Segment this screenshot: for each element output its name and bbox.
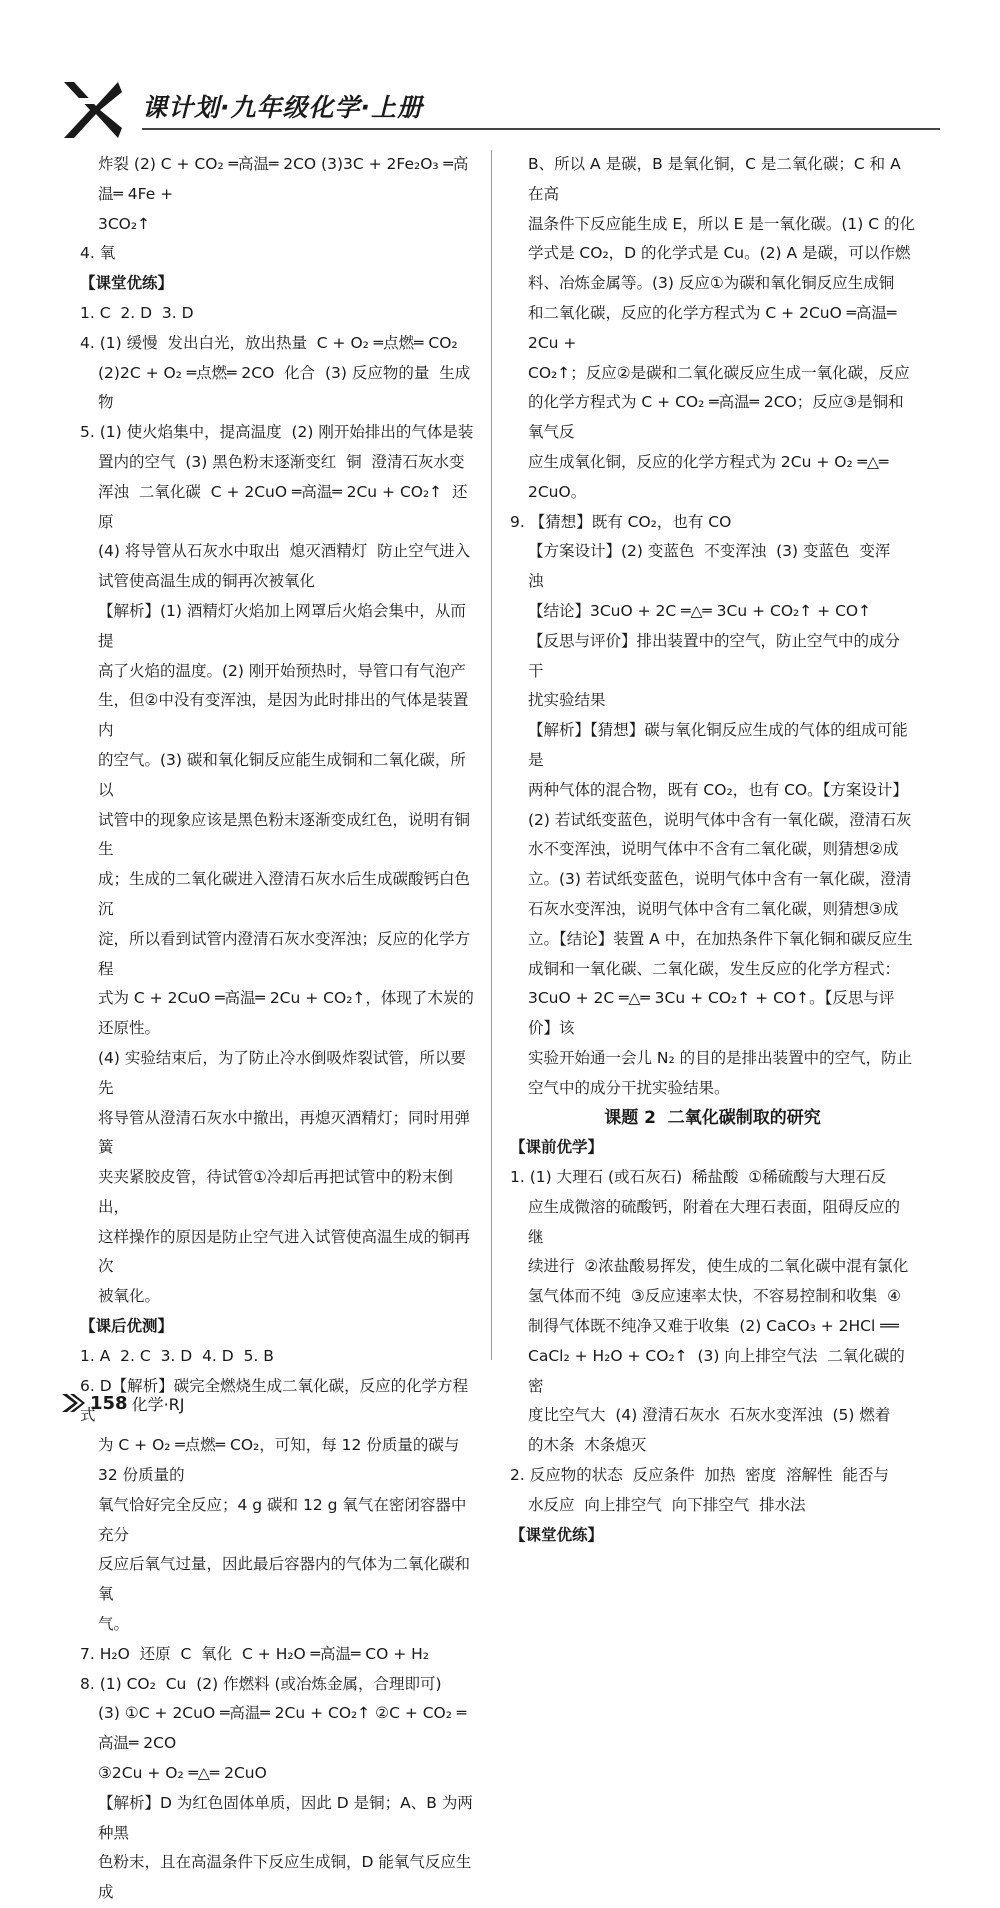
text-line: 为 C + O₂ ═点燃═ CO₂，可知，每 12 份质量的碳与 32 份质量的 <box>98 1436 465 1485</box>
text-line: 【反思与评价】排出装置中的空气，防止空气中的成分干 <box>528 631 901 680</box>
text-line: 【课后优测】 <box>80 1317 174 1336</box>
text-line: 【课堂优练】 <box>80 274 174 293</box>
text-line: CO₂↑；反应②是碳和二氧化碳反应生成一氧化碳，反应 <box>528 363 910 382</box>
footer-subject: 化学·RJ <box>131 1394 185 1414</box>
text-line: 试管使高温生成的铜再次被氧化 <box>98 572 316 591</box>
text-line: CaCl₂ + H₂O + CO₂↑ (3) 向上排空气法 二氧化碳的密 <box>528 1346 905 1395</box>
text-line: (4) 将导管从石灰水中取出 熄灭酒精灯 防止空气进入 <box>98 542 471 561</box>
page-header <box>60 72 940 142</box>
text-line: 夹夹紧胶皮管，待试管①冷却后再把试管中的粉末倒出， <box>98 1168 453 1216</box>
text-line: 被氧化。 <box>98 1287 161 1306</box>
text-line: 浊 <box>528 572 544 591</box>
text-line: 【方案设计】(2) 变蓝色 不变浑浊 (3) 变蓝色 变浑 <box>528 542 891 561</box>
text-line: 立。【结论】装置 A 中，在加热条件下氧化铜和碳反应生 <box>528 929 913 948</box>
header-rule <box>142 128 940 130</box>
text-line: 1. A 2. C 3. D 4. D 5. B <box>80 1346 274 1365</box>
header-title: 课计划·九年级化学·上册 <box>142 93 423 122</box>
text-line: 氧气恰好完全反应；4 g 碳和 12 g 氧气在密闭容器中充分 <box>98 1495 467 1544</box>
text-line: 实验开始通一会儿 N₂ 的目的是排出装置中的空气，防止 <box>528 1048 913 1067</box>
page-number: 158 <box>90 1392 128 1414</box>
left-column <box>80 150 475 1908</box>
text-line: 色粉末，且在高温条件下反应生成铜，D 能氧气反应生成 <box>98 1853 472 1902</box>
text-line: 课题 2 二氧化碳制取的研究 <box>604 1107 821 1128</box>
text-line: ③2Cu + O₂ ═△═ 2CuO <box>98 1764 267 1783</box>
text-line: 水不变浑浊，说明气体中不含有二氧化碳，则猜想②成 <box>528 840 899 859</box>
text-line: 制得气体既不纯净又难于收集 (2) CaCO₃ + 2HCl ══ <box>528 1317 899 1336</box>
text-line: 料、冶炼金属等。(3) 反应①为碳和氧化铜反应生成铜 <box>528 274 895 293</box>
text-line: 1. (1) 大理石 (或石灰石) 稀盐酸 ①稀硫酸与大理石反 <box>510 1168 887 1187</box>
text-line: 续进行 ②浓盐酸易挥发，使生成的二氧化碳中混有氯化 <box>528 1257 909 1276</box>
text-line: (3) ①C + 2CuO ═高温═ 2Cu + CO₂↑ ②C + CO₂ ═高温═ 2CO <box>98 1704 467 1753</box>
text-line: 高了火焰的温度。(2) 刚开始预热时，导管口有气泡产 <box>98 661 466 680</box>
text-line: (2)2C + O₂ ═点燃═ 2CO 化合 (3) 反应物的量 生成物 <box>98 363 471 412</box>
text-line: 将导管从澄清石灰水中撤出，再熄灭酒精灯；同时用弹簧 <box>98 1108 471 1157</box>
text-line: 应生成氧化铜，反应的化学方程式为 2Cu + O₂ ═△═ <box>528 452 889 471</box>
text-line: 立。(3) 若试纸变蓝色，说明气体中含有一氧化碳，澄清 <box>528 870 912 889</box>
text-line: 【结论】3CuO + 2C ═△═ 3Cu + CO₂↑ + CO↑ <box>528 601 872 620</box>
text-line: 成铜和一氧化碳、二氧化碳，发生反应的化学方程式： <box>528 959 901 978</box>
text-line: 3CO₂↑ <box>98 214 151 233</box>
text-line: 两种气体的混合物，既有 CO₂，也有 CO。【方案设计】 <box>528 780 908 799</box>
text-line: 7. H₂O 还原 C 氧化 C + H₂O ═高温═ CO + H₂ <box>80 1644 430 1663</box>
text-line: (2) 若试纸变蓝色，说明气体中含有一氧化碳，澄清石灰 <box>528 810 912 829</box>
page-footer <box>60 1388 185 1418</box>
text-line: 3CuO + 2C ═△═ 3Cu + CO₂↑ + CO↑。【反思与评价】该 <box>528 989 895 1038</box>
text-line: 的空气。(3) 碳和氧化铜反应能生成铜和二氧化碳，所以 <box>98 750 466 799</box>
text-line: 度比空气大 (4) 澄清石灰水 石灰水变浑浊 (5) 燃着 <box>528 1406 891 1425</box>
text-line: 6. D【解析】碳完全燃烧生成二氧化碳，反应的化学方程式 <box>80 1376 469 1425</box>
text-line: 4. 氧 <box>80 244 116 263</box>
text-line: 浑浊 二氧化碳 C + 2CuO ═高温═ 2Cu + CO₂↑ 还原 <box>98 482 468 531</box>
text-line: 氢气体而不纯 ③反应速率太快，不容易控制和收集 ④ <box>528 1287 902 1306</box>
text-line: 置内的空气 (3) 黑色粉末逐渐变红 铜 澄清石灰水变 <box>98 452 465 471</box>
text-line: 2CuO。 <box>528 482 587 501</box>
text-line: 温条件下反应能生成 E，所以 E 是一氧化碳。(1) C 的化 <box>528 214 916 233</box>
text-line: 【解析】D 为红色固体单质，因此 D 是铜；A、B 为两种黑 <box>98 1793 473 1842</box>
right-column <box>510 150 915 1550</box>
text-line: 式为 C + 2CuO ═高温═ 2Cu + CO₂↑，体现了木炭的还原性。 <box>98 989 474 1038</box>
text-line: 气。 <box>98 1615 130 1634</box>
text-line: 2. 反应物的状态 反应条件 加热 密度 溶解性 能否与 <box>510 1466 889 1485</box>
text-line: 炸裂 (2) C + CO₂ ═高温═ 2CO (3)3C + 2Fe₂O₃ ═高温═ 4Fe + <box>98 155 469 203</box>
text-line: 4. (1) 缓慢 发出白光，放出热量 C + O₂ ═点燃═ CO₂ <box>80 333 458 352</box>
text-line: 水反应 向上排空气 向下排空气 排水法 <box>528 1495 806 1514</box>
text-line: 石灰水变浑浊，说明气体中含有二氧化碳，则猜想③成 <box>528 899 899 918</box>
text-line: 试管中的现象应该是黑色粉末逐渐变成红色，说明有铜生 <box>98 810 471 859</box>
text-line: 扰实验结果 <box>528 691 606 710</box>
text-line: 【课前优学】 <box>510 1138 604 1157</box>
text-line: 9. 【猜想】既有 CO₂，也有 CO <box>510 512 732 531</box>
text-line: 反应后氧气过量，因此最后容器内的气体为二氧化碳和氧 <box>98 1555 471 1604</box>
text-line: 【课堂优练】 <box>510 1525 604 1544</box>
text-line: 1. C 2. D 3. D <box>80 303 194 322</box>
book-logo-icon <box>60 78 124 142</box>
text-line: 淀，所以看到试管内澄清石灰水变浑浊；反应的化学方程 <box>98 929 471 978</box>
text-line: 的化学方程式为 C + CO₂ ═高温═ 2CO；反应③是铜和氧气反 <box>528 393 904 442</box>
text-line: 【解析】(1) 酒精灯火焰加上网罩后火焰会集中，从而提 <box>98 601 466 650</box>
text-line: 8. (1) CO₂ Cu (2) 作燃料 (或冶炼金属，合理即可) <box>80 1674 442 1693</box>
text-line: 和二氧化碳，反应的化学方程式为 C + 2CuO ═高温═ 2Cu + <box>528 303 902 352</box>
text-line: 成；生成的二氧化碳进入澄清石灰水后生成碳酸钙白色沉 <box>98 870 471 918</box>
text-line: 5. (1) 使火焰集中，提高温度 (2) 刚开始排出的气体是装 <box>80 423 474 442</box>
text-line: 这样操作的原因是防止空气进入试管使高温生成的铜再次 <box>98 1227 471 1276</box>
text-line: 应生成微溶的硫酸钙，附着在大理石表面，阻碍反应的继 <box>528 1197 901 1246</box>
text-line: 生，但②中没有变浑浊，是因为此时排出的气体是装置内 <box>98 691 469 740</box>
text-line: 的木条 木条熄灭 <box>528 1436 647 1455</box>
text-line: 空气中的成分干扰实验结果。 <box>528 1078 730 1097</box>
text-line: B、所以 A 是碳，B 是氧化铜，C 是二氧化碳；C 和 A 在高 <box>528 155 906 203</box>
text-line: 学式是 CO₂，D 的化学式是 Cu。(2) A 是碳，可以作燃 <box>528 244 911 263</box>
text-line: 【解析】【猜想】碳与氧化铜反应生成的气体的组成可能是 <box>528 721 908 769</box>
text-line: (4) 实验结束后，为了防止冷水倒吸炸裂试管，所以要先 <box>98 1048 466 1097</box>
footer-arrow-icon <box>60 1392 86 1414</box>
column-divider <box>491 150 492 1360</box>
